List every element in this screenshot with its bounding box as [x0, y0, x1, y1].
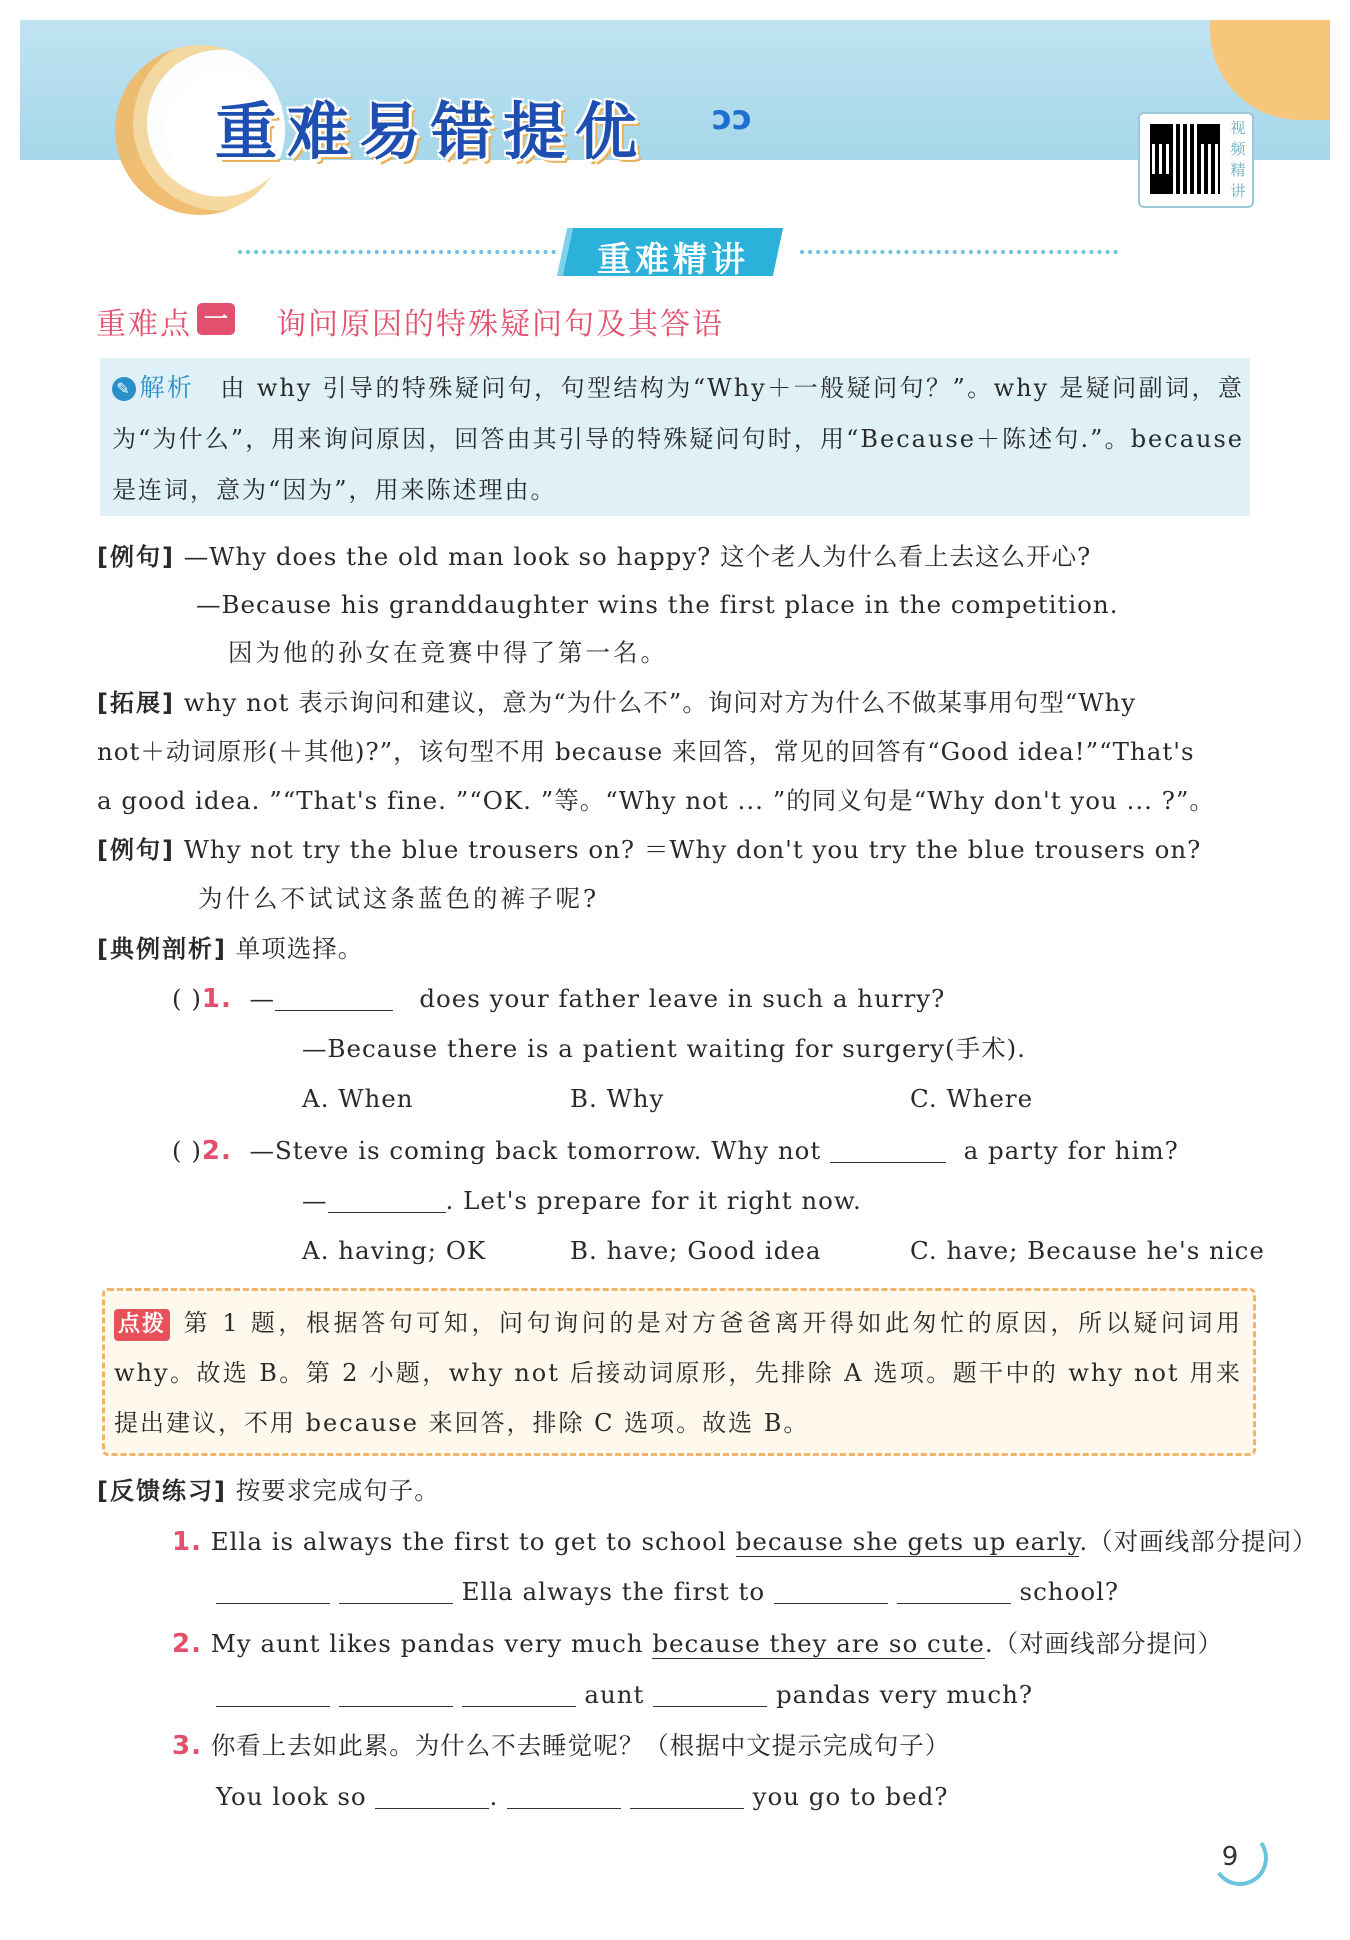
answer-blank[interactable] [216, 1682, 330, 1707]
question-2-response [302, 1186, 862, 1216]
analysis-label-text: 解析 [139, 373, 195, 402]
item-2-underlined: because they are so cute [652, 1629, 985, 1658]
example1-question-line [97, 542, 1091, 572]
item-1-underlined: because she gets up early [735, 1527, 1080, 1556]
example1-answer: —Because his granddaughter wins the first place in the competition. [196, 590, 1119, 619]
option-a[interactable]: A. having; OK [302, 1236, 487, 1265]
example2-chinese: 为什么不试试这条蓝色的裤子呢? [198, 884, 600, 913]
answer-blank[interactable] [275, 986, 393, 1011]
question-number: 1. [201, 984, 232, 1014]
qr-code-icon[interactable] [1148, 122, 1222, 196]
point-label: 重难点 [96, 307, 192, 342]
analysis-label [112, 373, 194, 402]
item-number: 3. [172, 1731, 202, 1761]
feedback-tag: [反馈练习] [97, 1477, 227, 1505]
analysis-paragraph [112, 362, 1244, 516]
answer-blank[interactable] [507, 1784, 621, 1809]
question-1-dash: — [249, 984, 275, 1013]
answer-blank[interactable] [328, 1188, 446, 1213]
item-2-answer-end: pandas very much? [776, 1680, 1034, 1709]
option-b[interactable]: B. Why [570, 1084, 665, 1113]
answer-paren[interactable]: ( ) [172, 984, 202, 1013]
extension-tag: [拓展] [97, 689, 175, 717]
answer-blank[interactable] [897, 1579, 1011, 1604]
feedback-instruction: 按要求完成句子。 [235, 1476, 440, 1505]
item-1-answer-end: school? [1019, 1577, 1120, 1606]
answer-blank[interactable] [462, 1682, 576, 1707]
pencil-icon: ✎ [112, 377, 136, 401]
item-1-text: Ella is always the first to get to school [210, 1527, 736, 1556]
item-number: 1. [172, 1527, 202, 1557]
feedback-item-1 [172, 1527, 1318, 1557]
answer-blank[interactable] [774, 1579, 888, 1604]
question-1-response: —Because there is a patient waiting for surgery(手术). [302, 1034, 1026, 1063]
example2-line [97, 835, 1201, 865]
answer-blank[interactable] [339, 1579, 453, 1604]
feedback-item-2-answer [216, 1680, 1033, 1710]
typical-instruction: 单项选择。 [235, 934, 364, 963]
feedback-item-2 [172, 1629, 1223, 1659]
question-2-response-text: . Let's prepare for it right now. [445, 1186, 862, 1215]
item-2-answer-text: aunt [584, 1680, 645, 1709]
example-tag: [例句] [97, 836, 175, 864]
typical-tag: [典例剖析] [97, 935, 227, 963]
answer-blank[interactable] [830, 1138, 946, 1163]
swirl-icon: ↄↄ [712, 98, 753, 138]
answer-blank[interactable] [653, 1682, 767, 1707]
divider-right [800, 250, 1118, 254]
question-2-text: —Steve is coming back tomorrow. Why not [249, 1136, 822, 1165]
extension-line-2: not＋动词原形(＋其他)?”，该句型不用 because 来回答，常见的回答有“Good idea!”“That's [97, 737, 1195, 766]
question-1 [172, 984, 945, 1014]
extension-line-1 [97, 688, 1136, 718]
extension-line-3: a good idea. ”“That's fine. ”“OK. ”等。“Why not ... ”的同义句是“Why don't you ... ?”。 [97, 786, 1215, 815]
option-c[interactable]: C. Where [910, 1084, 1034, 1113]
tip-text: 第 1 题，根据答句可知，问句询问的是对方爸爸离开得如此匆忙的原因，所以疑问词用 why。故选 B。第 2 小题，why not 后接动词原形，先排除 A 选项。题干中的 why not 用来提出建议，不用 because 来回答，排除 C 选项。故选 B。 [114, 1309, 1242, 1437]
point-title: 询问原因的特殊疑问句及其答语 [276, 307, 724, 342]
item-3-text: 你看上去如此累。为什么不去睡觉呢？（根据中文提示完成句子） [210, 1731, 951, 1760]
question-2 [172, 1136, 1179, 1166]
example1-answer-cn: 因为他的孙女在竞赛中得了第一名。 [228, 638, 668, 667]
item-number: 2. [172, 1629, 202, 1659]
answer-paren[interactable]: ( ) [172, 1136, 202, 1165]
question-2-dash: — [302, 1186, 328, 1215]
page-number: 9 [1221, 1842, 1239, 1872]
feedback-item-1-answer [216, 1577, 1119, 1607]
answer-blank[interactable] [375, 1784, 489, 1809]
answer-blank[interactable] [339, 1682, 453, 1707]
analysis-text: 由 why 引导的特殊疑问句，句型结构为“Why＋一般疑问句？”。why 是疑问副词，意为“为什么”，用来询问原因，回答由其引导的特殊疑问句时，用“Because＋陈述句.”。because 是连词，意为“因为”，用来陈述理由。 [112, 374, 1244, 504]
item-3-answer-end: you go to bed? [752, 1782, 949, 1811]
example2-english: Why not try the blue trousers on? ＝Why don't you try the blue trousers on? [183, 835, 1202, 864]
option-a[interactable]: A. When [302, 1084, 414, 1113]
question-2-end: a party for him? [963, 1136, 1179, 1165]
extension-text-1: why not 表示询问和建议，意为“为什么不”。询问对方为什么不做某事用句型“Why [183, 688, 1137, 717]
answer-blank[interactable] [216, 1579, 330, 1604]
point-number-badge: 一 [197, 303, 235, 335]
answer-blank[interactable] [630, 1784, 744, 1809]
item-3-answer-dot: . [489, 1782, 499, 1811]
feedback-item-3-answer [216, 1782, 948, 1812]
example1-question: —Why does the old man look so happy? 这个老人为什么看上去这么开心? [183, 542, 1092, 571]
typical-heading [97, 934, 363, 964]
feedback-heading [97, 1476, 440, 1506]
section-title: 重难精讲 [597, 240, 749, 280]
item-1-instruction: .（对画线部分提问） [1079, 1527, 1318, 1556]
qr-label: 视频精讲 [1230, 119, 1246, 200]
item-1-answer-text: Ella always the first to [461, 1577, 766, 1606]
page-title: 重难易错提优 [215, 95, 648, 168]
item-2-instruction: .（对画线部分提问） [984, 1629, 1224, 1658]
option-c[interactable]: C. have; Because he's nice [910, 1236, 1265, 1265]
tip-paragraph [114, 1298, 1242, 1448]
feedback-item-3 [172, 1731, 950, 1761]
item-2-text: My aunt likes pandas very much [210, 1629, 653, 1658]
qr-code-panel[interactable] [1138, 112, 1254, 208]
example-tag: [例句] [97, 543, 175, 571]
question-1-text: does your father leave in such a hurry? [419, 984, 946, 1013]
question-number: 2. [201, 1136, 232, 1166]
option-b[interactable]: B. have; Good idea [570, 1236, 822, 1265]
divider-left [238, 250, 556, 254]
tip-badge: 点拨 [114, 1309, 170, 1341]
item-3-answer-start: You look so [216, 1782, 367, 1811]
